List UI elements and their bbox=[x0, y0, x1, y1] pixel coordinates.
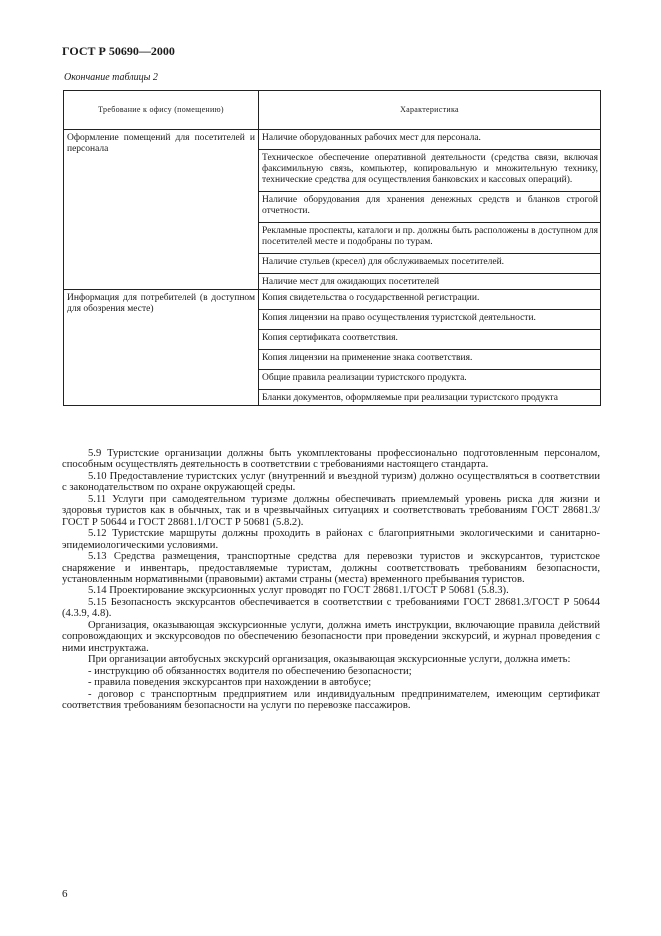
list-item: - инструкцию об обязанностях водителя по обеспечению безопасности; bbox=[88, 665, 412, 677]
list-item: Общие правила реализации туристского продукта. bbox=[259, 369, 600, 384]
paragraph: Организация, оказывающая экскурсионные услуги, должна иметь инструкции, включающие правила действий сопровождающих и экскурсоводов по обеспечению безопасности при проведении экскурсий, и журнал проведения с ними инструктажа. bbox=[62, 619, 600, 654]
list-item: Рекламные проспекты, каталоги и пр. должны быть расположены в доступном для посетителей месте и подобраны по турам. bbox=[259, 222, 600, 248]
list-item: - правила поведения экскурсантов при нахождении в автобусе; bbox=[88, 677, 372, 689]
paragraph: При организации автобусных экскурсий организация, оказывающая экскурсионные услуги, должна иметь: bbox=[88, 654, 571, 666]
list-item: Наличие мест для ожидающих посетителей bbox=[259, 273, 600, 288]
page-number: 6 bbox=[62, 888, 68, 900]
list-item: Копия свидетельства о государственной регистрации. bbox=[262, 293, 480, 303]
paragraph: 5.14 Проектирование экскурсионных услуг проводят по ГОСТ 28681.1/ГОСТ Р 50681 (5.8.3). bbox=[88, 585, 509, 597]
paragraph: 5.11 Услуги при самодеятельном туризме должны обеспечивать приемлемый уровень риска для жизни и здоровья туристов как в обычных, так и в чрезвычайных ситуациях и соответствовать требованиям ГОСТ 28681.3/ГОСТ Р 50644 и ГОСТ 28681.1/ГОСТ Р 50681 (5.8.2). bbox=[62, 493, 600, 528]
list-item: Бланки документов, оформляемые при реализации туристского продукта bbox=[259, 389, 600, 404]
list-item: Копия сертификата соответствия. bbox=[259, 329, 600, 344]
table-header-characteristic: Характеристика bbox=[259, 91, 601, 130]
table-caption: Окончание таблицы 2 bbox=[64, 72, 158, 83]
table-header-row bbox=[64, 91, 601, 130]
list-item: Наличие стульев (кресел) для обслуживаемых посетителей. bbox=[259, 253, 600, 268]
document-header: ГОСТ Р 50690—2000 bbox=[62, 44, 175, 58]
table-cell-characteristic bbox=[259, 130, 601, 290]
list-item: Техническое обеспечение оперативной деятельности (средства связи, включая факсимильную связь, компьютер, копировальную и множительную технику, технические средства для осуществления банковских и кассовых операций). bbox=[259, 149, 600, 186]
list-item: Копия лицензии на право осуществления туристской деятельности. bbox=[259, 309, 600, 324]
table-cell-requirement: Оформление помещений для посетителей и персонала bbox=[64, 130, 259, 290]
paragraph: 5.9 Туристские организации должны быть укомплектованы профессионально подготовленным персоналом, способным осуществлять деятельность в соответствии с требованиями настоящего стандарта. bbox=[62, 448, 600, 471]
table-cell-characteristic bbox=[259, 290, 601, 406]
paragraph: 5.15 Безопасность экскурсантов обеспечивается в соответствии с требованиями ГОСТ 28681.3/ГОСТ Р 50644 (4.3.9, 4.8). bbox=[62, 596, 600, 620]
list-item: Наличие оборудования для хранения денежных средств и бланков строгой отчетности. bbox=[259, 191, 600, 217]
list-item: - договор с транспортным предприятием или индивидуальным предпринимателем, имеющим сертификат соответствия требованиям безопасности на услуги по перевозке пассажиров. bbox=[62, 688, 600, 711]
requirements-table bbox=[63, 90, 601, 406]
table-row bbox=[64, 290, 601, 406]
paragraph: 5.10 Предоставление туристских услуг (внутренний и въездной туризм) должно осуществляться в соответствии с законодательством по охране окружающей среды. bbox=[62, 470, 600, 494]
paragraph: 5.12 Туристские маршруты должны проходить в районах с благоприятными экологическими и санитарно-эпидемиологическими условиями. bbox=[62, 528, 600, 551]
table-row bbox=[64, 130, 601, 290]
table-cell-requirement: Информация для потребителей (в доступном для обозрения месте) bbox=[64, 290, 259, 406]
table-header-requirement: Требование к офису (помещению) bbox=[64, 91, 259, 130]
list-item: Наличие оборудованных рабочих мест для персонала. bbox=[262, 133, 481, 143]
paragraph: 5.13 Средства размещения, транспортные средства для перевозки туристов и экскурсантов, туристское снаряжение и инвентарь, предоставляемые туристам, должны соответствовать требованиям безопасности, установленным нормативными (правовыми) актами страны (места) временного пребывания туристов. bbox=[62, 551, 600, 585]
body-text bbox=[62, 448, 600, 711]
list-item: Копия лицензии на применение знака соответствия. bbox=[259, 349, 600, 364]
